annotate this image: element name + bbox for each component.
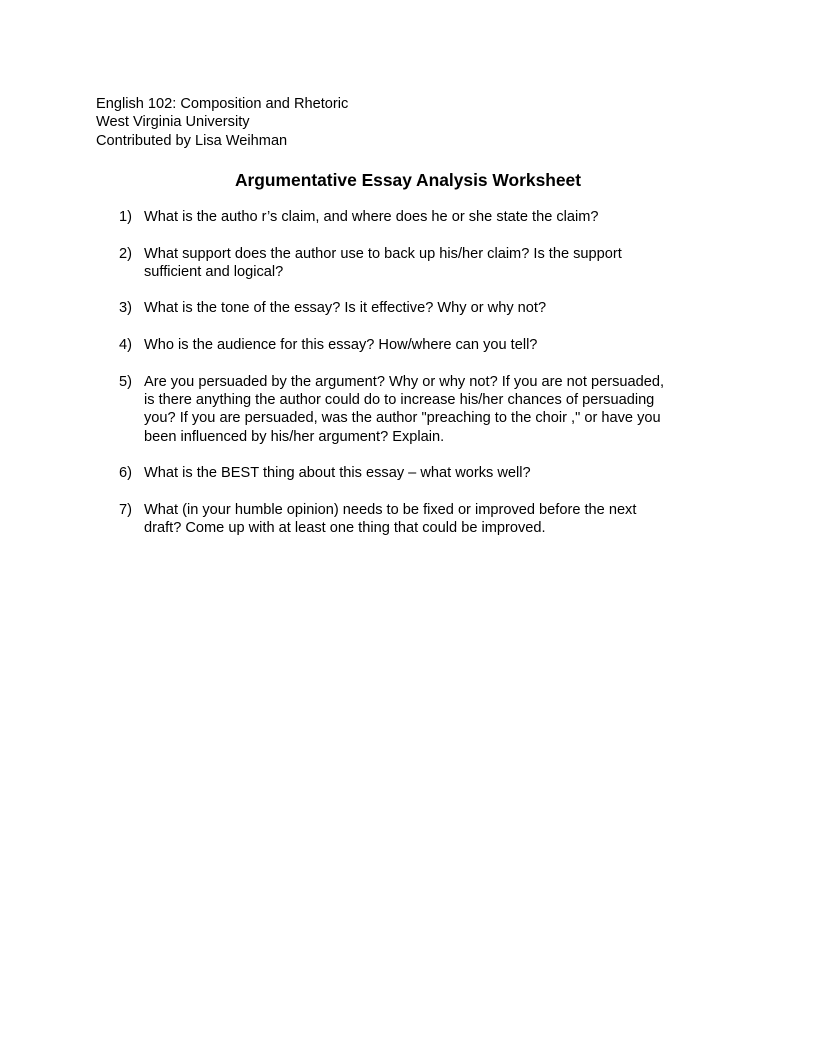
university-line: West Virginia University — [96, 114, 250, 131]
question-text — [144, 208, 719, 226]
question-item — [119, 245, 719, 282]
question-number: 1) — [119, 209, 132, 225]
question-item — [119, 464, 719, 482]
question-line: draft? Come up with at least one thing that could be improved. — [144, 520, 546, 537]
question-text — [144, 501, 719, 538]
course-line: English 102: Composition and Rhetoric — [96, 96, 349, 112]
question-line: What support does the author use to back up his/her claim? Is the support — [144, 245, 622, 262]
question-item — [119, 336, 719, 354]
question-number: 7) — [119, 501, 132, 518]
question-item — [119, 208, 719, 226]
question-line: Are you persuaded by the argument? Why or why not? If you are not persuaded, — [144, 373, 665, 390]
question-item — [119, 501, 719, 538]
question-number: 5) — [119, 373, 132, 390]
question-line: you? If you are persuaded, was the author "preaching to the choir ," or have you — [144, 410, 661, 427]
question-line: What is the tone of the essay? Is it effective? Why or why not? — [144, 300, 547, 317]
question-line: What is the autho r’s claim, and where does he or she state the claim? — [144, 209, 599, 225]
question-text — [144, 464, 719, 482]
question-text — [144, 373, 719, 446]
question-item — [119, 373, 719, 446]
question-text — [144, 245, 719, 282]
question-item — [119, 299, 719, 317]
question-line: What (in your humble opinion) needs to be fixed or improved before the next — [144, 501, 637, 518]
question-number: 6) — [119, 465, 132, 482]
question-line: Who is the audience for this essay? How/where can you tell? — [144, 337, 538, 354]
question-line: sufficient and logical? — [144, 263, 284, 280]
question-list — [119, 208, 719, 556]
question-line: is there anything the author could do to increase his/her chances of persuading — [144, 391, 655, 408]
question-text — [144, 299, 719, 317]
question-line: been influenced by his/her argument? Explain. — [144, 428, 445, 445]
worksheet-title: Argumentative Essay Analysis Worksheet — [234, 170, 582, 190]
question-line: What is the BEST thing about this essay – what works well? — [144, 465, 531, 482]
document-header — [96, 95, 348, 150]
question-number: 2) — [119, 245, 132, 262]
question-number: 3) — [119, 300, 132, 317]
contributor-line: Contributed by Lisa Weihman — [96, 132, 288, 149]
question-text — [144, 336, 719, 354]
question-number: 4) — [119, 337, 132, 354]
